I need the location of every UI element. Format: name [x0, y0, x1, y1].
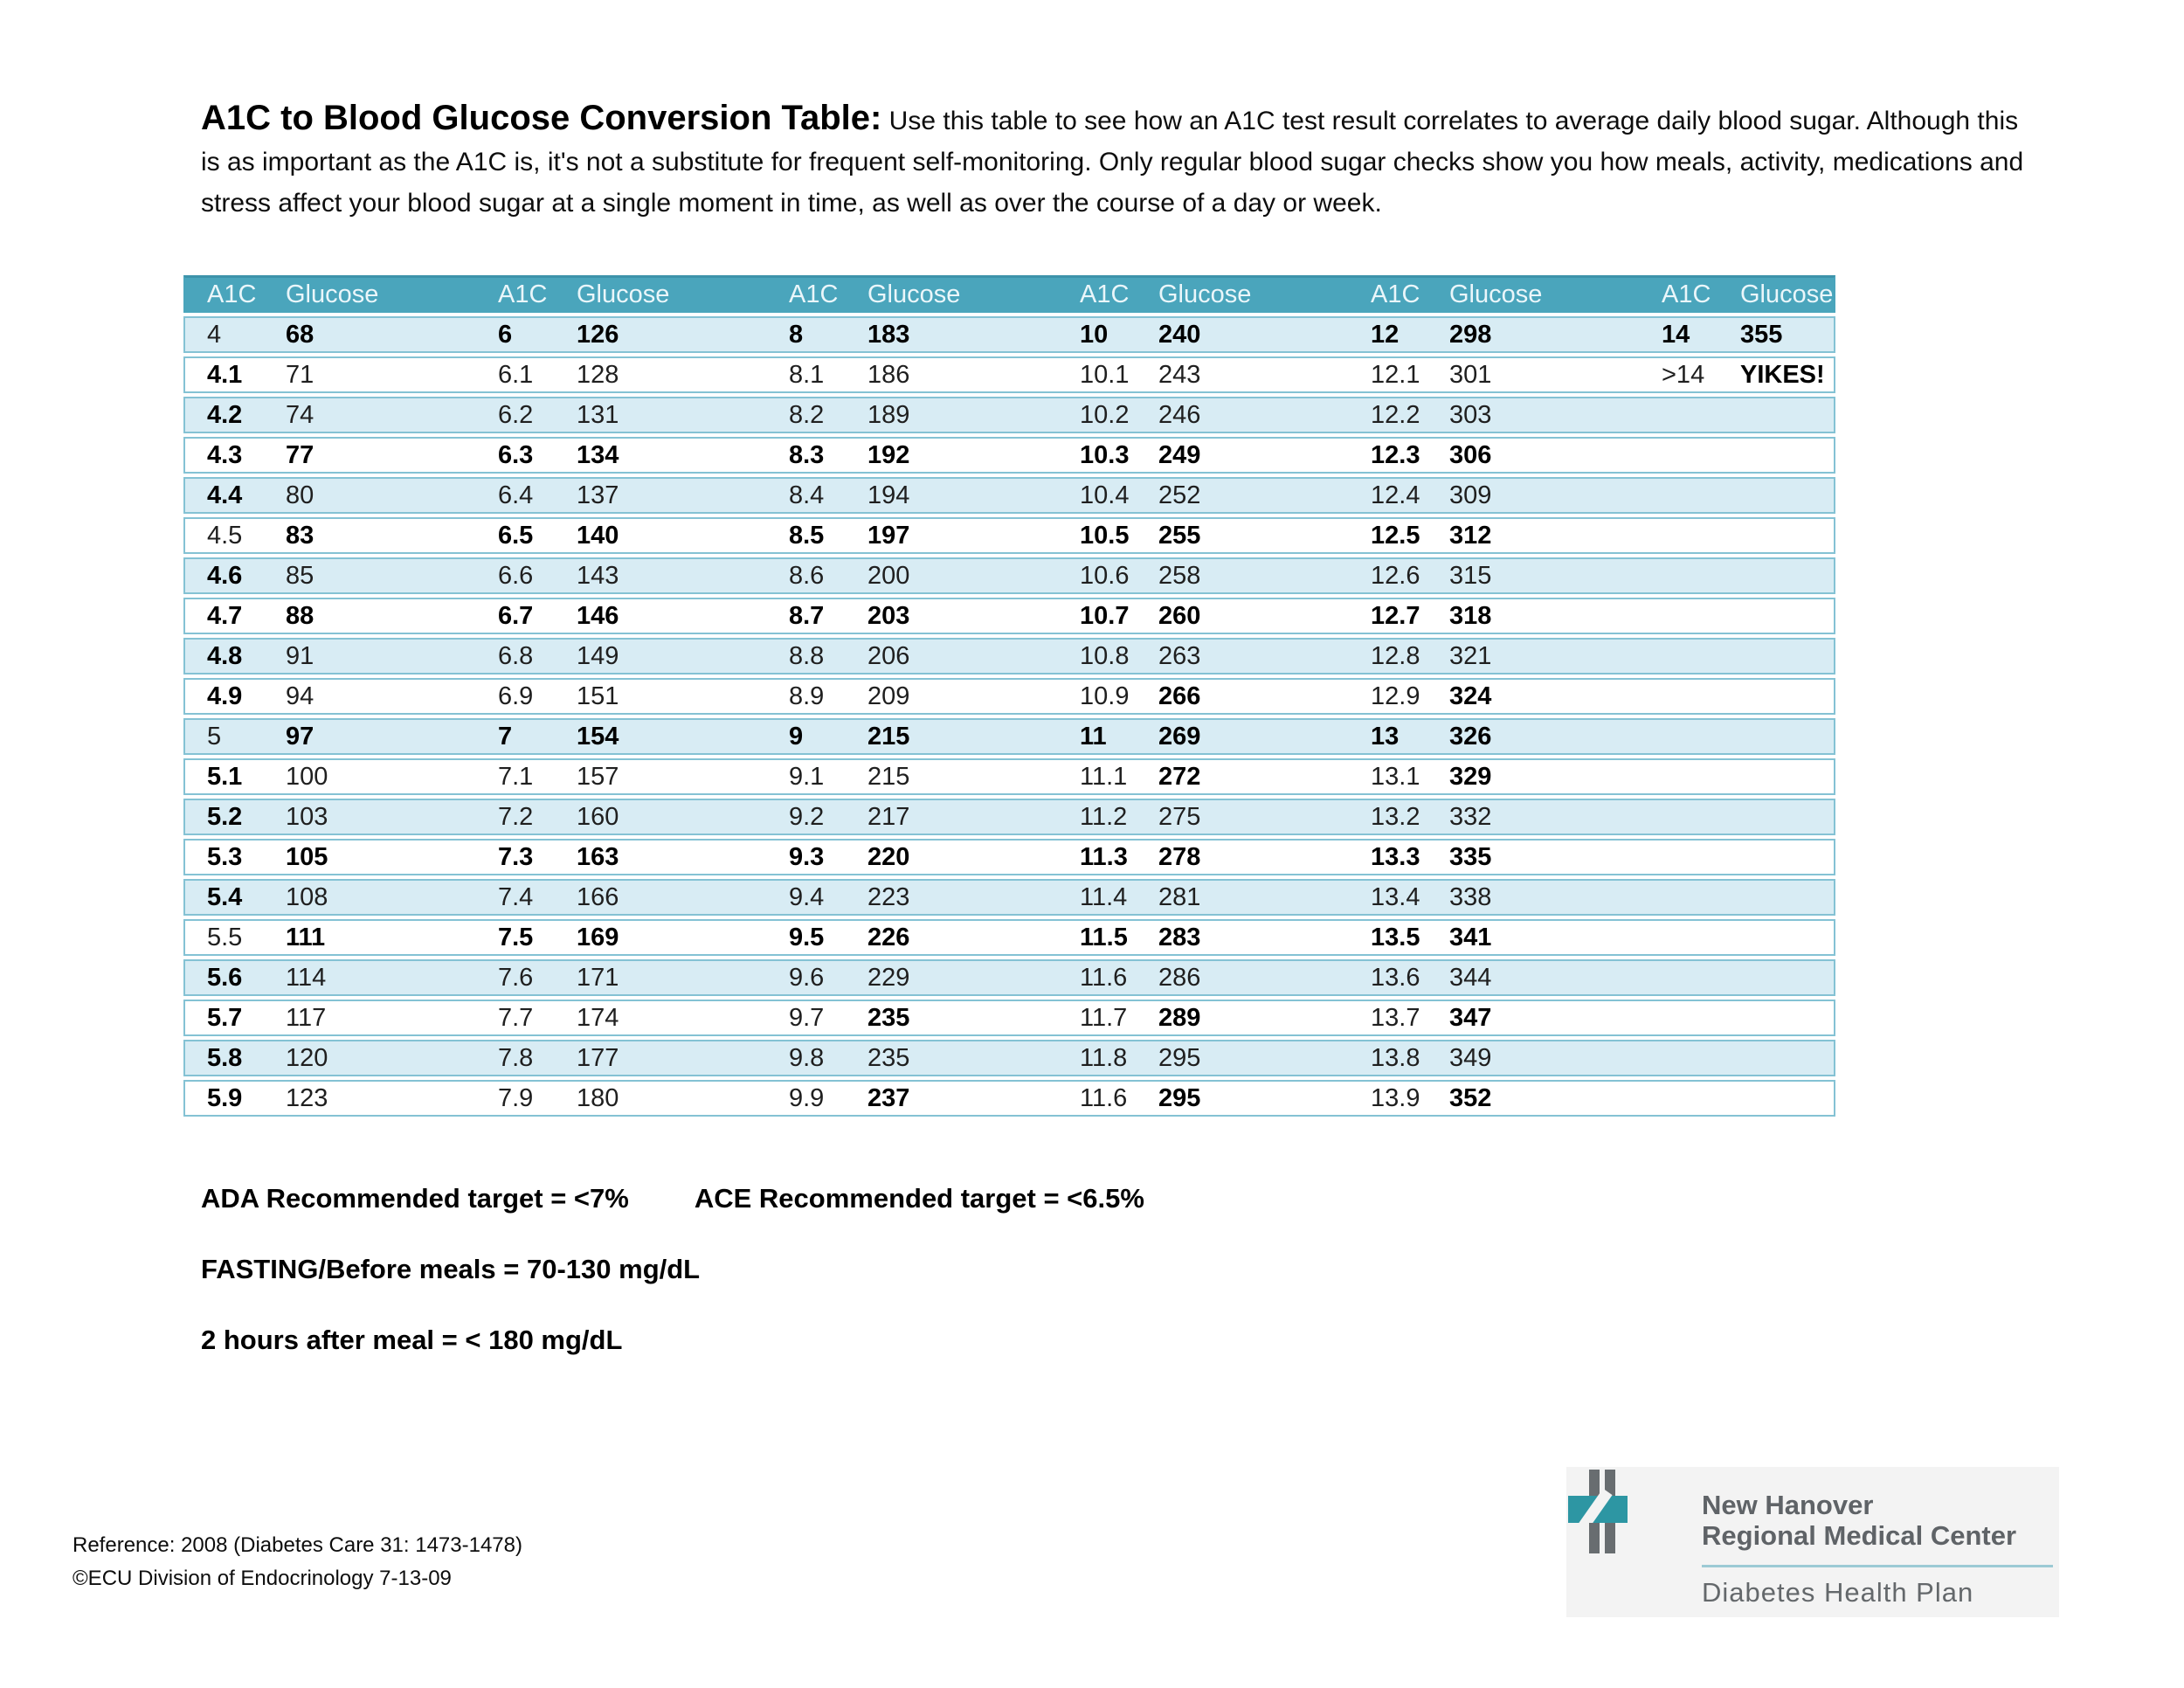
glucose-value: 326	[1449, 723, 1492, 751]
a1c-value: 10.9	[1080, 682, 1130, 710]
a1c-value: 7.7	[498, 1004, 534, 1032]
hospital-cross-icon	[1566, 1467, 1649, 1559]
column-header-glucose: Glucose	[577, 280, 670, 308]
glucose-value: 321	[1449, 642, 1492, 670]
a1c-value: 8.6	[789, 562, 825, 590]
a1c-value: 8	[789, 321, 804, 349]
glucose-value: 111	[286, 924, 326, 951]
a1c-value: 13.4	[1371, 883, 1420, 911]
glucose-value: 103	[286, 803, 328, 831]
a1c-value: 12.1	[1371, 361, 1420, 389]
a1c-value: 10.7	[1080, 602, 1130, 630]
a1c-value: 8.8	[789, 642, 825, 670]
glucose-value: 174	[577, 1004, 619, 1032]
column-header-glucose: Glucose	[1740, 280, 1834, 308]
glucose-value: 315	[1449, 562, 1492, 590]
notes-block	[201, 1185, 1144, 1397]
a1c-value: 12.9	[1371, 682, 1420, 710]
glucose-value: 281	[1158, 883, 1201, 911]
glucose-value: 229	[867, 964, 910, 992]
glucose-value: 263	[1158, 642, 1201, 670]
glucose-value: 157	[577, 763, 619, 791]
a1c-value: 9.4	[789, 883, 825, 911]
a1c-value: 13.1	[1371, 763, 1420, 791]
glucose-value: 355	[1740, 321, 1783, 349]
cross-bar-bottom-left	[1589, 1523, 1600, 1553]
a1c-value: 11.6	[1080, 964, 1128, 992]
a1c-value: 12.8	[1371, 642, 1420, 670]
a1c-value: 7.4	[498, 883, 534, 911]
glucose-value: 298	[1449, 321, 1492, 349]
glucose-value: 243	[1158, 361, 1201, 389]
glucose-value: 266	[1158, 682, 1201, 710]
logo-divider	[1702, 1565, 2053, 1567]
table-row	[183, 397, 1835, 433]
a1c-value: 4.2	[207, 401, 243, 429]
glucose-value: 352	[1449, 1084, 1492, 1112]
glucose-value: 220	[867, 843, 910, 871]
logo-panel	[1566, 1467, 2059, 1617]
a1c-value: 9.9	[789, 1084, 825, 1112]
glucose-value: 255	[1158, 522, 1201, 550]
a1c-value: 5.5	[207, 924, 243, 951]
a1c-value: 12.2	[1371, 401, 1420, 429]
a1c-value: 6.8	[498, 642, 534, 670]
a1c-value: 13.7	[1371, 1004, 1420, 1032]
a1c-value: 8.4	[789, 481, 825, 509]
a1c-value: 7.9	[498, 1084, 534, 1112]
a1c-value: 10.6	[1080, 562, 1130, 590]
a1c-value: 6.9	[498, 682, 534, 710]
a1c-value: 8.9	[789, 682, 825, 710]
glucose-value: 206	[867, 642, 910, 670]
a1c-value: 11.7	[1080, 1004, 1128, 1032]
glucose-value: 312	[1449, 522, 1492, 550]
a1c-value: 11.4	[1080, 883, 1128, 911]
cross-bar-bottom-right	[1605, 1523, 1615, 1553]
a1c-value: 6.4	[498, 481, 534, 509]
table-row	[183, 678, 1835, 715]
glucose-value: 114	[286, 964, 327, 992]
a1c-value: 11.3	[1080, 843, 1128, 871]
table-row	[183, 437, 1835, 474]
glucose-value: 126	[577, 321, 619, 349]
a1c-value: 11	[1080, 723, 1107, 751]
column-header-glucose: Glucose	[1158, 280, 1252, 308]
glucose-value: 194	[867, 481, 910, 509]
a1c-value: 5.8	[207, 1044, 243, 1072]
glucose-value: 286	[1158, 964, 1201, 992]
a1c-value: 5.4	[207, 883, 243, 911]
glucose-value: 177	[577, 1044, 619, 1072]
table-row	[183, 356, 1835, 393]
a1c-value: 7.8	[498, 1044, 534, 1072]
glucose-value: 324	[1449, 682, 1492, 710]
a1c-value: 8.3	[789, 441, 825, 469]
glucose-value: 272	[1158, 763, 1201, 791]
glucose-value: 269	[1158, 723, 1201, 751]
a1c-value: 11.5	[1080, 924, 1128, 951]
reference-text: Reference: 2008 (Diabetes Care 31: 1473-1478)	[73, 1533, 522, 1557]
a1c-value: 6.6	[498, 562, 534, 590]
ada-target-note: ADA Recommended target = <7%	[201, 1183, 629, 1214]
glucose-value: 344	[1449, 964, 1492, 992]
glucose-value: 295	[1158, 1084, 1201, 1112]
glucose-value: 149	[577, 642, 619, 670]
a1c-value: 13.9	[1371, 1084, 1420, 1112]
glucose-value: 171	[577, 964, 619, 992]
glucose-value: 91	[286, 642, 314, 670]
glucose-value: 295	[1158, 1044, 1201, 1072]
glucose-value: 108	[286, 883, 328, 911]
glucose-value: 105	[286, 843, 328, 871]
a1c-value: 9.7	[789, 1004, 825, 1032]
table-row	[183, 477, 1835, 514]
a1c-value: 9.6	[789, 964, 825, 992]
a1c-value: 9	[789, 723, 804, 751]
glucose-value: 332	[1449, 803, 1492, 831]
a1c-value: 9.8	[789, 1044, 825, 1072]
glucose-value: 197	[867, 522, 910, 550]
a1c-value: 5.3	[207, 843, 243, 871]
a1c-value: 8.1	[789, 361, 825, 389]
logo-org-line2: Regional Medical Center	[1702, 1520, 2017, 1551]
a1c-value: 11.1	[1080, 763, 1128, 791]
table-row	[183, 839, 1835, 875]
glucose-value: 246	[1158, 401, 1201, 429]
table-row	[183, 718, 1835, 755]
logo-org-line1: New Hanover	[1702, 1490, 1874, 1520]
table-row	[183, 799, 1835, 835]
a1c-value: 5.9	[207, 1084, 243, 1112]
intro-paragraph	[201, 98, 2035, 224]
a1c-value: 11.2	[1080, 803, 1128, 831]
a1c-value: 6.5	[498, 522, 534, 550]
glucose-value: 68	[286, 321, 314, 349]
a1c-value: 4.4	[207, 481, 243, 509]
column-header-glucose: Glucose	[867, 280, 961, 308]
glucose-value: 74	[286, 401, 314, 429]
a1c-value: 4.7	[207, 602, 243, 630]
glucose-value: YIKES!	[1740, 361, 1825, 389]
glucose-value: 240	[1158, 321, 1201, 349]
logo-org-name	[1702, 1490, 2016, 1551]
a1c-value: 13.8	[1371, 1044, 1420, 1072]
glucose-value: 249	[1158, 441, 1201, 469]
glucose-value: 180	[577, 1084, 619, 1112]
glucose-value: 163	[577, 843, 619, 871]
column-header-a1c: A1C	[1662, 280, 1711, 308]
a1c-value: 10.1	[1080, 361, 1130, 389]
glucose-value: 203	[867, 602, 910, 630]
glucose-value: 137	[577, 481, 619, 509]
after-meal-note: 2 hours after meal = < 180 mg/dL	[201, 1325, 623, 1355]
glucose-value: 88	[286, 602, 314, 630]
a1c-value: 5.2	[207, 803, 243, 831]
glucose-value: 183	[867, 321, 910, 349]
a1c-value: 11.8	[1080, 1044, 1128, 1072]
glucose-value: 283	[1158, 924, 1201, 951]
glucose-value: 192	[867, 441, 910, 469]
glucose-value: 318	[1449, 602, 1492, 630]
glucose-value: 215	[867, 763, 910, 791]
a1c-value: 13.6	[1371, 964, 1420, 992]
a1c-value: 13	[1371, 723, 1400, 751]
a1c-value: 6.1	[498, 361, 534, 389]
a1c-value: 6	[498, 321, 513, 349]
a1c-value: 13.5	[1371, 924, 1420, 951]
a1c-value: 11.6	[1080, 1084, 1128, 1112]
glucose-value: 154	[577, 723, 619, 751]
a1c-value: 10.4	[1080, 481, 1130, 509]
a1c-value: 6.2	[498, 401, 534, 429]
glucose-value: 189	[867, 401, 910, 429]
glucose-value: 289	[1158, 1004, 1201, 1032]
glucose-value: 85	[286, 562, 314, 590]
a1c-value: 7.5	[498, 924, 534, 951]
glucose-value: 335	[1449, 843, 1492, 871]
a1c-value: 12.7	[1371, 602, 1420, 630]
table-row	[183, 517, 1835, 554]
a1c-value: 4.8	[207, 642, 243, 670]
glucose-value: 275	[1158, 803, 1201, 831]
glucose-value: 117	[286, 1004, 327, 1032]
a1c-value: 5.7	[207, 1004, 243, 1032]
glucose-value: 131	[577, 401, 619, 429]
a1c-value: 7.1	[498, 763, 534, 791]
a1c-value: 5	[207, 723, 222, 751]
glucose-value: 278	[1158, 843, 1201, 871]
glucose-value: 329	[1449, 763, 1492, 791]
glucose-value: 301	[1449, 361, 1492, 389]
a1c-value: 7.6	[498, 964, 534, 992]
glucose-value: 309	[1449, 481, 1492, 509]
a1c-value: 10.5	[1080, 522, 1130, 550]
glucose-value: 80	[286, 481, 314, 509]
glucose-value: 200	[867, 562, 910, 590]
glucose-value: 338	[1449, 883, 1492, 911]
glucose-value: 258	[1158, 562, 1201, 590]
glucose-value: 237	[867, 1084, 910, 1112]
a1c-value: 9.2	[789, 803, 825, 831]
a1c-value: 4.5	[207, 522, 243, 550]
glucose-value: 146	[577, 602, 619, 630]
glucose-value: 143	[577, 562, 619, 590]
table-row	[183, 316, 1835, 353]
a1c-value: 10.2	[1080, 401, 1130, 429]
glucose-value: 303	[1449, 401, 1492, 429]
cross-bar-top-left	[1589, 1470, 1600, 1496]
a1c-value: 10.3	[1080, 441, 1130, 469]
a1c-value: 9.1	[789, 763, 825, 791]
a1c-value: 10.8	[1080, 642, 1130, 670]
table-row	[183, 919, 1835, 956]
a1c-value: 7.3	[498, 843, 534, 871]
glucose-value: 128	[577, 361, 619, 389]
document-description: Use this table to see how an A1C test result correlates to average daily blood sugar. Although this is as important as the A1C is, it's not a substitute for frequent self-monitoring. Only regular blood sugar checks show you how meals, activity, medications and stress affect your blood sugar at a single moment in time, as well as over the course of a day or week.	[201, 107, 2024, 218]
a1c-value: 12	[1371, 321, 1400, 349]
a1c-value: 4.6	[207, 562, 243, 590]
glucose-value: 209	[867, 682, 910, 710]
glucose-value: 71	[286, 361, 314, 389]
glucose-value: 151	[577, 682, 619, 710]
glucose-value: 226	[867, 924, 910, 951]
a1c-value: 4.3	[207, 441, 243, 469]
a1c-value: 4	[207, 321, 222, 349]
a1c-value: 14	[1662, 321, 1690, 349]
glucose-value: 349	[1449, 1044, 1492, 1072]
a1c-value: 13.2	[1371, 803, 1420, 831]
a1c-value: 8.7	[789, 602, 825, 630]
glucose-value: 341	[1449, 924, 1492, 951]
a1c-value: 8.5	[789, 522, 825, 550]
glucose-value: 100	[286, 763, 328, 791]
column-header-a1c: A1C	[207, 280, 257, 308]
a1c-value: 8.2	[789, 401, 825, 429]
ace-target-note: ACE Recommended target = <6.5%	[694, 1183, 1144, 1214]
column-header-a1c: A1C	[1080, 280, 1130, 308]
glucose-value: 123	[286, 1084, 328, 1112]
glucose-value: 140	[577, 522, 619, 550]
glucose-value: 77	[286, 441, 314, 469]
glucose-value: 83	[286, 522, 314, 550]
targets-note-line	[201, 1185, 1144, 1213]
glucose-value: 223	[867, 883, 910, 911]
glucose-value: 215	[867, 723, 910, 751]
glucose-value: 166	[577, 883, 619, 911]
glucose-value: 186	[867, 361, 910, 389]
footer-block	[73, 1529, 522, 1595]
a1c-value: 9.3	[789, 843, 825, 871]
a1c-value: 7	[498, 723, 513, 751]
a1c-value: 13.3	[1371, 843, 1420, 871]
a1c-value: 4.1	[207, 361, 243, 389]
table-row	[183, 1040, 1835, 1076]
column-header-a1c: A1C	[789, 280, 839, 308]
glucose-value: 97	[286, 723, 314, 751]
glucose-value: 94	[286, 682, 314, 710]
a1c-value: 4.9	[207, 682, 243, 710]
a1c-value: 10	[1080, 321, 1109, 349]
table-row	[183, 758, 1835, 795]
table-row	[183, 879, 1835, 916]
column-header-a1c: A1C	[1371, 280, 1420, 308]
table-row	[183, 638, 1835, 675]
a1c-value: >14	[1662, 361, 1705, 389]
a1c-value: 6.3	[498, 441, 534, 469]
copyright-text: ©ECU Division of Endocrinology 7-13-09	[73, 1567, 452, 1590]
column-header-glucose: Glucose	[1449, 280, 1543, 308]
a1c-value: 6.7	[498, 602, 534, 630]
a1c-value: 5.1	[207, 763, 243, 791]
glucose-value: 347	[1449, 1004, 1492, 1032]
glucose-value: 260	[1158, 602, 1201, 630]
glucose-value: 306	[1449, 441, 1492, 469]
glucose-value: 217	[867, 803, 910, 831]
table-row	[183, 598, 1835, 634]
glucose-value: 169	[577, 924, 619, 951]
table-row	[183, 1080, 1835, 1117]
document-title: A1C to Blood Glucose Conversion Table:	[201, 99, 882, 137]
glucose-value: 235	[867, 1004, 910, 1032]
a1c-value: 9.5	[789, 924, 825, 951]
glucose-value: 235	[867, 1044, 910, 1072]
table-header-row	[183, 275, 1835, 313]
a1c-value: 12.6	[1371, 562, 1420, 590]
a1c-value: 5.6	[207, 964, 243, 992]
glucose-value: 120	[286, 1044, 328, 1072]
table-row	[183, 959, 1835, 996]
a1c-conversion-table	[183, 275, 1835, 1120]
glucose-value: 160	[577, 803, 619, 831]
table-row	[183, 1000, 1835, 1036]
logo-program-name: Diabetes Health Plan	[1702, 1577, 1974, 1608]
table-row	[183, 557, 1835, 594]
a1c-value: 12.3	[1371, 441, 1420, 469]
a1c-value: 7.2	[498, 803, 534, 831]
fasting-note: FASTING/Before meals = 70-130 mg/dL	[201, 1254, 701, 1284]
glucose-value: 134	[577, 441, 619, 469]
a1c-value: 12.4	[1371, 481, 1420, 509]
column-header-a1c: A1C	[498, 280, 548, 308]
a1c-value: 12.5	[1371, 522, 1420, 550]
glucose-value: 252	[1158, 481, 1201, 509]
column-header-glucose: Glucose	[286, 280, 379, 308]
